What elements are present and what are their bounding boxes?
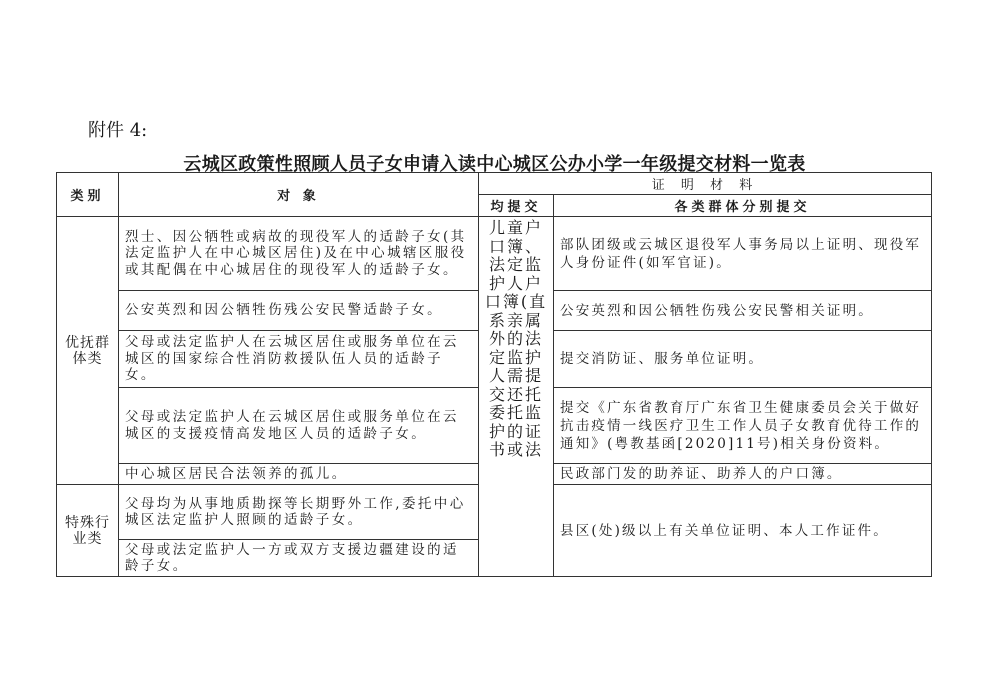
document-title: 云城区政策性照顾人员子女申请入读中心城区公办小学一年级提交材料一览表 <box>183 154 806 175</box>
proof-cell: 公安英烈和因公牺牲伤残公安民警相关证明。 <box>554 291 932 331</box>
proof-cell: 县区(处)级以上有关单位证明、本人工作证件。 <box>554 485 932 577</box>
common-materials-cell: 儿童户口簿、法定监护人户口簿(直系亲属外的法定监护人需提交还托委托监护的证书或法 <box>479 217 554 577</box>
target-cell: 中心城区居民合法领养的孤儿。 <box>119 464 479 485</box>
target-cell: 父母均为从事地质勘探等长期野外工作,委托中心城区法定监护人照顾的适龄子女。 <box>119 485 479 540</box>
proof-cell: 提交消防证、服务单位证明。 <box>554 331 932 388</box>
materials-table <box>56 172 932 577</box>
proof-cell: 民政部门发的助养证、助养人的户口簿。 <box>554 464 932 485</box>
header-row <box>57 173 932 195</box>
header-proof: 证 明 材 料 <box>479 173 932 195</box>
header-category: 类别 <box>57 173 119 217</box>
header-specific: 各类群体分别提交 <box>554 195 932 217</box>
table-row <box>57 217 932 291</box>
category-teshu: 特殊行业类 <box>57 485 119 577</box>
proof-cell: 提交《广东省教育厅广东省卫生健康委员会关于做好抗击疫情一线医疗卫生工作人员子女教育优待工作的通知》(粤教基函[2020]11号)相关身份资料。 <box>554 388 932 464</box>
target-cell: 父母或法定监护人在云城区居住或服务单位在云城区的支援疫情高发地区人员的适龄子女。 <box>119 388 479 464</box>
proof-cell: 部队团级或云城区退役军人事务局以上证明、现役军人身份证件(如军官证)。 <box>554 217 932 291</box>
target-cell: 父母或法定监护人一方或双方支援边疆建设的适龄子女。 <box>119 540 479 577</box>
target-cell: 烈士、因公牺牲或病故的现役军人的适龄子女(其法定监护人在中心城区居住)及在中心城辖区服役或其配偶在中心城居住的现役军人的适龄子女。 <box>119 217 479 291</box>
header-common: 均提交 <box>479 195 554 217</box>
category-youfu: 优抚群体类 <box>57 217 119 485</box>
attachment-label: 附件 4: <box>88 120 148 141</box>
target-cell: 父母或法定监护人在云城区居住或服务单位在云城区的国家综合性消防救援队伍人员的适龄子女。 <box>119 331 479 388</box>
target-cell: 公安英烈和因公牺牲伤残公安民警适龄子女。 <box>119 291 479 331</box>
header-target: 对 象 <box>119 173 479 217</box>
